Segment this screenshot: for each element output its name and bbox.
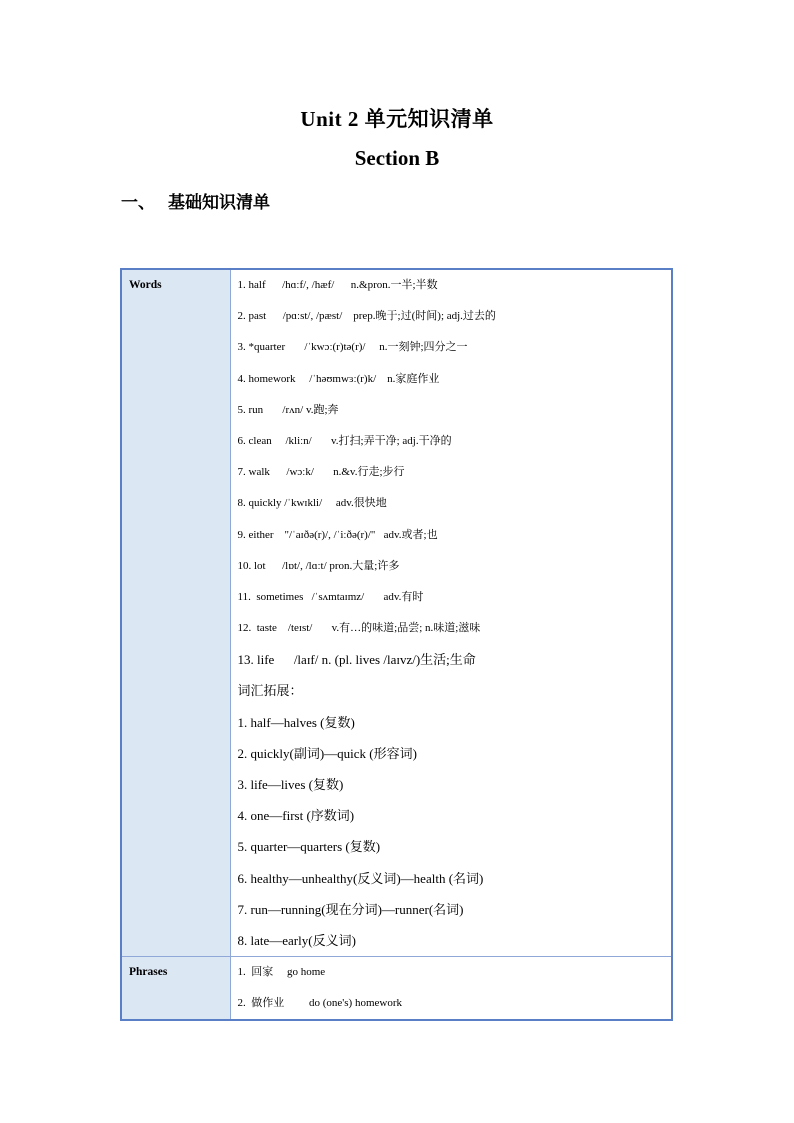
- extension-entry: 1. half—halves (复数): [237, 714, 355, 730]
- extension-entry: 8. late—early(反义词): [237, 932, 356, 948]
- words-label: Words: [121, 269, 230, 957]
- extension-entry: 6. healthy—unhealthy(反义词)—health (名词): [237, 870, 484, 886]
- phrases-label: Phrases: [121, 957, 230, 1021]
- word-entry: 10. lot /lɒt/, /lɑːt/ pron.大量;许多: [237, 559, 400, 572]
- extension-entry: 7. run—running(现在分词)—runner(名词): [237, 901, 464, 917]
- phrase-entry: 2. 做作业 do (one's) homework: [237, 997, 403, 1010]
- section-heading: [121, 188, 270, 213]
- section-number: 一、: [121, 193, 155, 212]
- word-entry: 5. run /rʌn/ v.跑;奔: [237, 403, 339, 416]
- words-row: [121, 269, 672, 957]
- word-entry: 12. taste /teɪst/ v.有…的味道;品尝; n.味道;滋味: [237, 622, 481, 635]
- vocabulary-table: [120, 268, 673, 1021]
- page-title: Unit 2 单元知识清单: [300, 107, 494, 131]
- word-entry: 13. life /laɪf/ n. (pl. lives /laɪvz/)生活;生命: [237, 652, 476, 668]
- section-title: 基础知识清单: [168, 193, 270, 212]
- word-entry: 4. homework /ˈhəʊmwɜː(r)k/ n.家庭作业: [237, 372, 440, 385]
- extension-entry: 5. quarter—quarters (复数): [237, 839, 381, 855]
- word-entry: 9. either "/ˈaɪðə(r)/, /ˈiːðə(r)/" adv.或者;也: [237, 528, 438, 541]
- section-subtitle: Section B: [354, 146, 440, 170]
- words-content: [230, 269, 672, 957]
- word-entry: 8. quickly /ˈkwɪkli/ adv.很快地: [237, 497, 387, 510]
- extension-entry: 4. one—first (序数词): [237, 808, 355, 824]
- word-entry: 11. sometimes /ˈsʌmtaɪmz/ adv.有时: [237, 590, 424, 603]
- phrase-entry: 1. 回家 go home: [237, 966, 326, 979]
- word-entry: 3. *quarter /ˈkwɔː(r)tə(r)/ n.一刻钟;四分之一: [237, 341, 468, 354]
- extension-heading: 词汇拓展：: [237, 683, 303, 699]
- word-entry: 2. past /pɑːst/, /pæst/ prep.晚于;过(时间); adj.过去的: [237, 310, 496, 323]
- word-entry: 6. clean /kliːn/ v.打扫;弄干净; adj.干净的: [237, 434, 452, 447]
- extension-entry: 2. quickly(副词)—quick (形容词): [237, 745, 417, 761]
- word-entry: 1. half /hɑːf/, /hæf/ n.&pron.一半;半数: [237, 279, 438, 291]
- extension-entry: 3. life—lives (复数): [237, 777, 344, 792]
- phrases-content: [230, 957, 672, 1021]
- phrases-row: [121, 957, 672, 1021]
- word-entry: 7. walk /wɔːk/ n.&v.行走;步行: [237, 466, 405, 479]
